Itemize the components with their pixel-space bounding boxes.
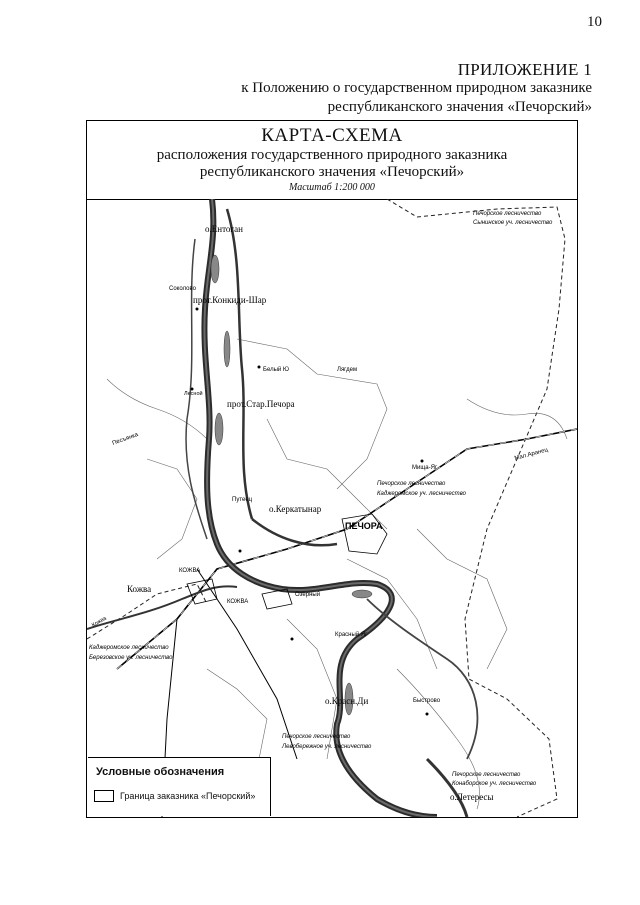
forestry-center-2: Каджеромское уч. лесничество — [377, 491, 466, 497]
appendix-line-2: республиканского значения «Печорский» — [327, 99, 592, 115]
forestry-w-2: Березовское уч. лесничество — [89, 655, 173, 661]
forestry-w-1: Каджеромское лесничество — [89, 645, 169, 651]
label-kozhva-river: Кожва — [127, 584, 152, 594]
label-bystrovo: Быстрово — [413, 698, 441, 704]
label-lyagdem: Лягдем — [337, 367, 358, 373]
label-bely-yu: Белый Ю — [263, 367, 289, 373]
forestry-ne-1: Печорское лесничество — [473, 211, 542, 217]
label-yatogan: о.Ентоган — [205, 224, 243, 234]
label-prot-star-pechora: прот.Стар.Печора — [227, 399, 295, 409]
map-subtitle-1: расположения государственного природного заказника — [156, 147, 508, 163]
map-area — [87, 199, 577, 817]
forestry-s-2: Левобережное уч. лесничество — [282, 744, 372, 750]
label-prot-konkidi: прот.Конкиди-Шар — [193, 295, 267, 305]
kozhva-river — [87, 586, 237, 629]
forestry-s-1: Печорское лесничество — [282, 734, 351, 740]
appendix-header — [241, 60, 592, 117]
appendix-line-1: к Положению о государственном природном заказнике — [241, 80, 592, 96]
label-lesnoy: Лесной — [184, 391, 203, 397]
legend-item-label: Граница заказника «Печорский» — [120, 791, 256, 801]
map-header — [87, 121, 577, 200]
legend-item — [94, 790, 255, 802]
reserve-boundary — [387, 199, 565, 817]
legend-title: Условные обозначения — [96, 766, 225, 778]
label-kozhva-town: КОЖВА — [179, 568, 201, 574]
map-svg — [87, 199, 577, 817]
map-legend — [88, 757, 271, 816]
label-ozerny: Озёрный — [295, 592, 321, 598]
page-number: 10 — [587, 14, 602, 30]
label-kozhva-2: КОЖВА — [227, 599, 249, 605]
label-sokolovo: Соколово — [169, 286, 196, 292]
map-scale: Масштаб 1:200 000 — [289, 182, 375, 193]
map-title: КАРТА-СХЕМА — [261, 125, 403, 146]
label-putets: Путеец — [232, 497, 253, 503]
map-subtitle-2: республиканского значения «Печорский» — [199, 164, 465, 180]
label-o-kerkatynar: о.Керкатынар — [269, 504, 322, 514]
forestry-se-1: Печорское лесничество — [452, 772, 521, 778]
label-mitsha-yag: Мища-Яг — [412, 465, 438, 471]
label-krasny-yag: Красный Яг — [335, 632, 368, 638]
label-o-leteresy: о.Летересы — [450, 792, 494, 802]
label-pechora-city: ПЕЧОРА — [345, 521, 383, 531]
label-mal-aranets: Мал.Аранец — [513, 447, 549, 462]
label-sim-kozhva: Кожва — [91, 615, 108, 629]
appendix-title: ПРИЛОЖЕНИЕ 1 — [457, 60, 592, 79]
forestry-ne-2: Сынинское уч. лесничество — [473, 220, 553, 226]
label-pesyanka: Песъянка — [111, 431, 140, 447]
forestry-center-1: Печорское лесничество — [377, 481, 446, 487]
forestry-se-2: Конаборское уч. лесничество — [452, 781, 537, 787]
boundary-swatch-icon — [94, 790, 114, 802]
map-frame — [86, 120, 578, 818]
label-o-krasn-di: о.Красн.Ди — [325, 696, 369, 706]
